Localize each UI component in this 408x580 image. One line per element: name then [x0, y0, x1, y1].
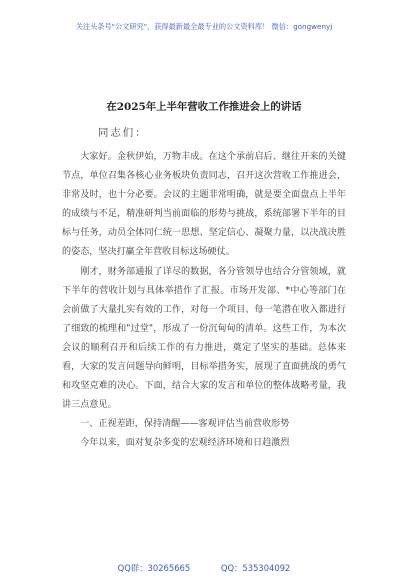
document-title: 在2025年上半年营收工作推进会上的讲话 — [106, 101, 302, 113]
salutation: 同志们： — [98, 127, 148, 139]
document-body — [62, 148, 346, 454]
body-paragraph: 大家好。金秋伊始，万物丰成。在这个承前启后、继往开来的关键节点，单位召集各核心业务板块负责同志，召开这次营收工作推进会，非常及时，也十分必要。会议的主题非常明确，就是要全面盘点上半年的成绩与不足，精准研判当前面临的形势与挑战，系统部署下半年的目标与任务，动员全体同仁统一思想、坚定信心、凝聚力量，以决战决胜的姿态，坚决打赢全年营收目标这场硬仗。 — [62, 152, 346, 258]
qq-group-link[interactable]: QQ群：30265665 — [117, 563, 191, 573]
promo-banner[interactable]: 关注头条号"公文研究"，获得最新最全最专业的公文资料库！ 微信：gongwenyj — [75, 22, 333, 31]
body-paragraph: 今年以来，面对复杂多变的宏观经济环境和日趋激烈 — [80, 438, 290, 449]
qq-contact-link[interactable]: QQ：535304092 — [220, 563, 291, 573]
section-heading: 一、正视差距，保持清醒——客观评估当前营收形势 — [80, 419, 290, 430]
contact-footer — [0, 562, 408, 574]
body-paragraph: 刚才，财务部通报了详尽的数据，各分管领导也结合分管领域，就下半年的营收计划与具体举措作了汇报。市场开发部、*中心等部门在会前做了大量扎实有效的工作，对每一个项目、每一笔潜在收入都进行了细致的梳理和"过堂"，形成了一份沉甸甸的清单。这些工作，为本次会议的顺利召开和后续工作的有力推进，奠定了坚实的基础。总体来看，大家的发言问题导向鲜明，目标举措务实，展现了直面挑战的勇气和攻坚克难的决心。下面，结合大家的发言和单位的整体战略考量，我讲三点意见。 — [62, 266, 346, 411]
